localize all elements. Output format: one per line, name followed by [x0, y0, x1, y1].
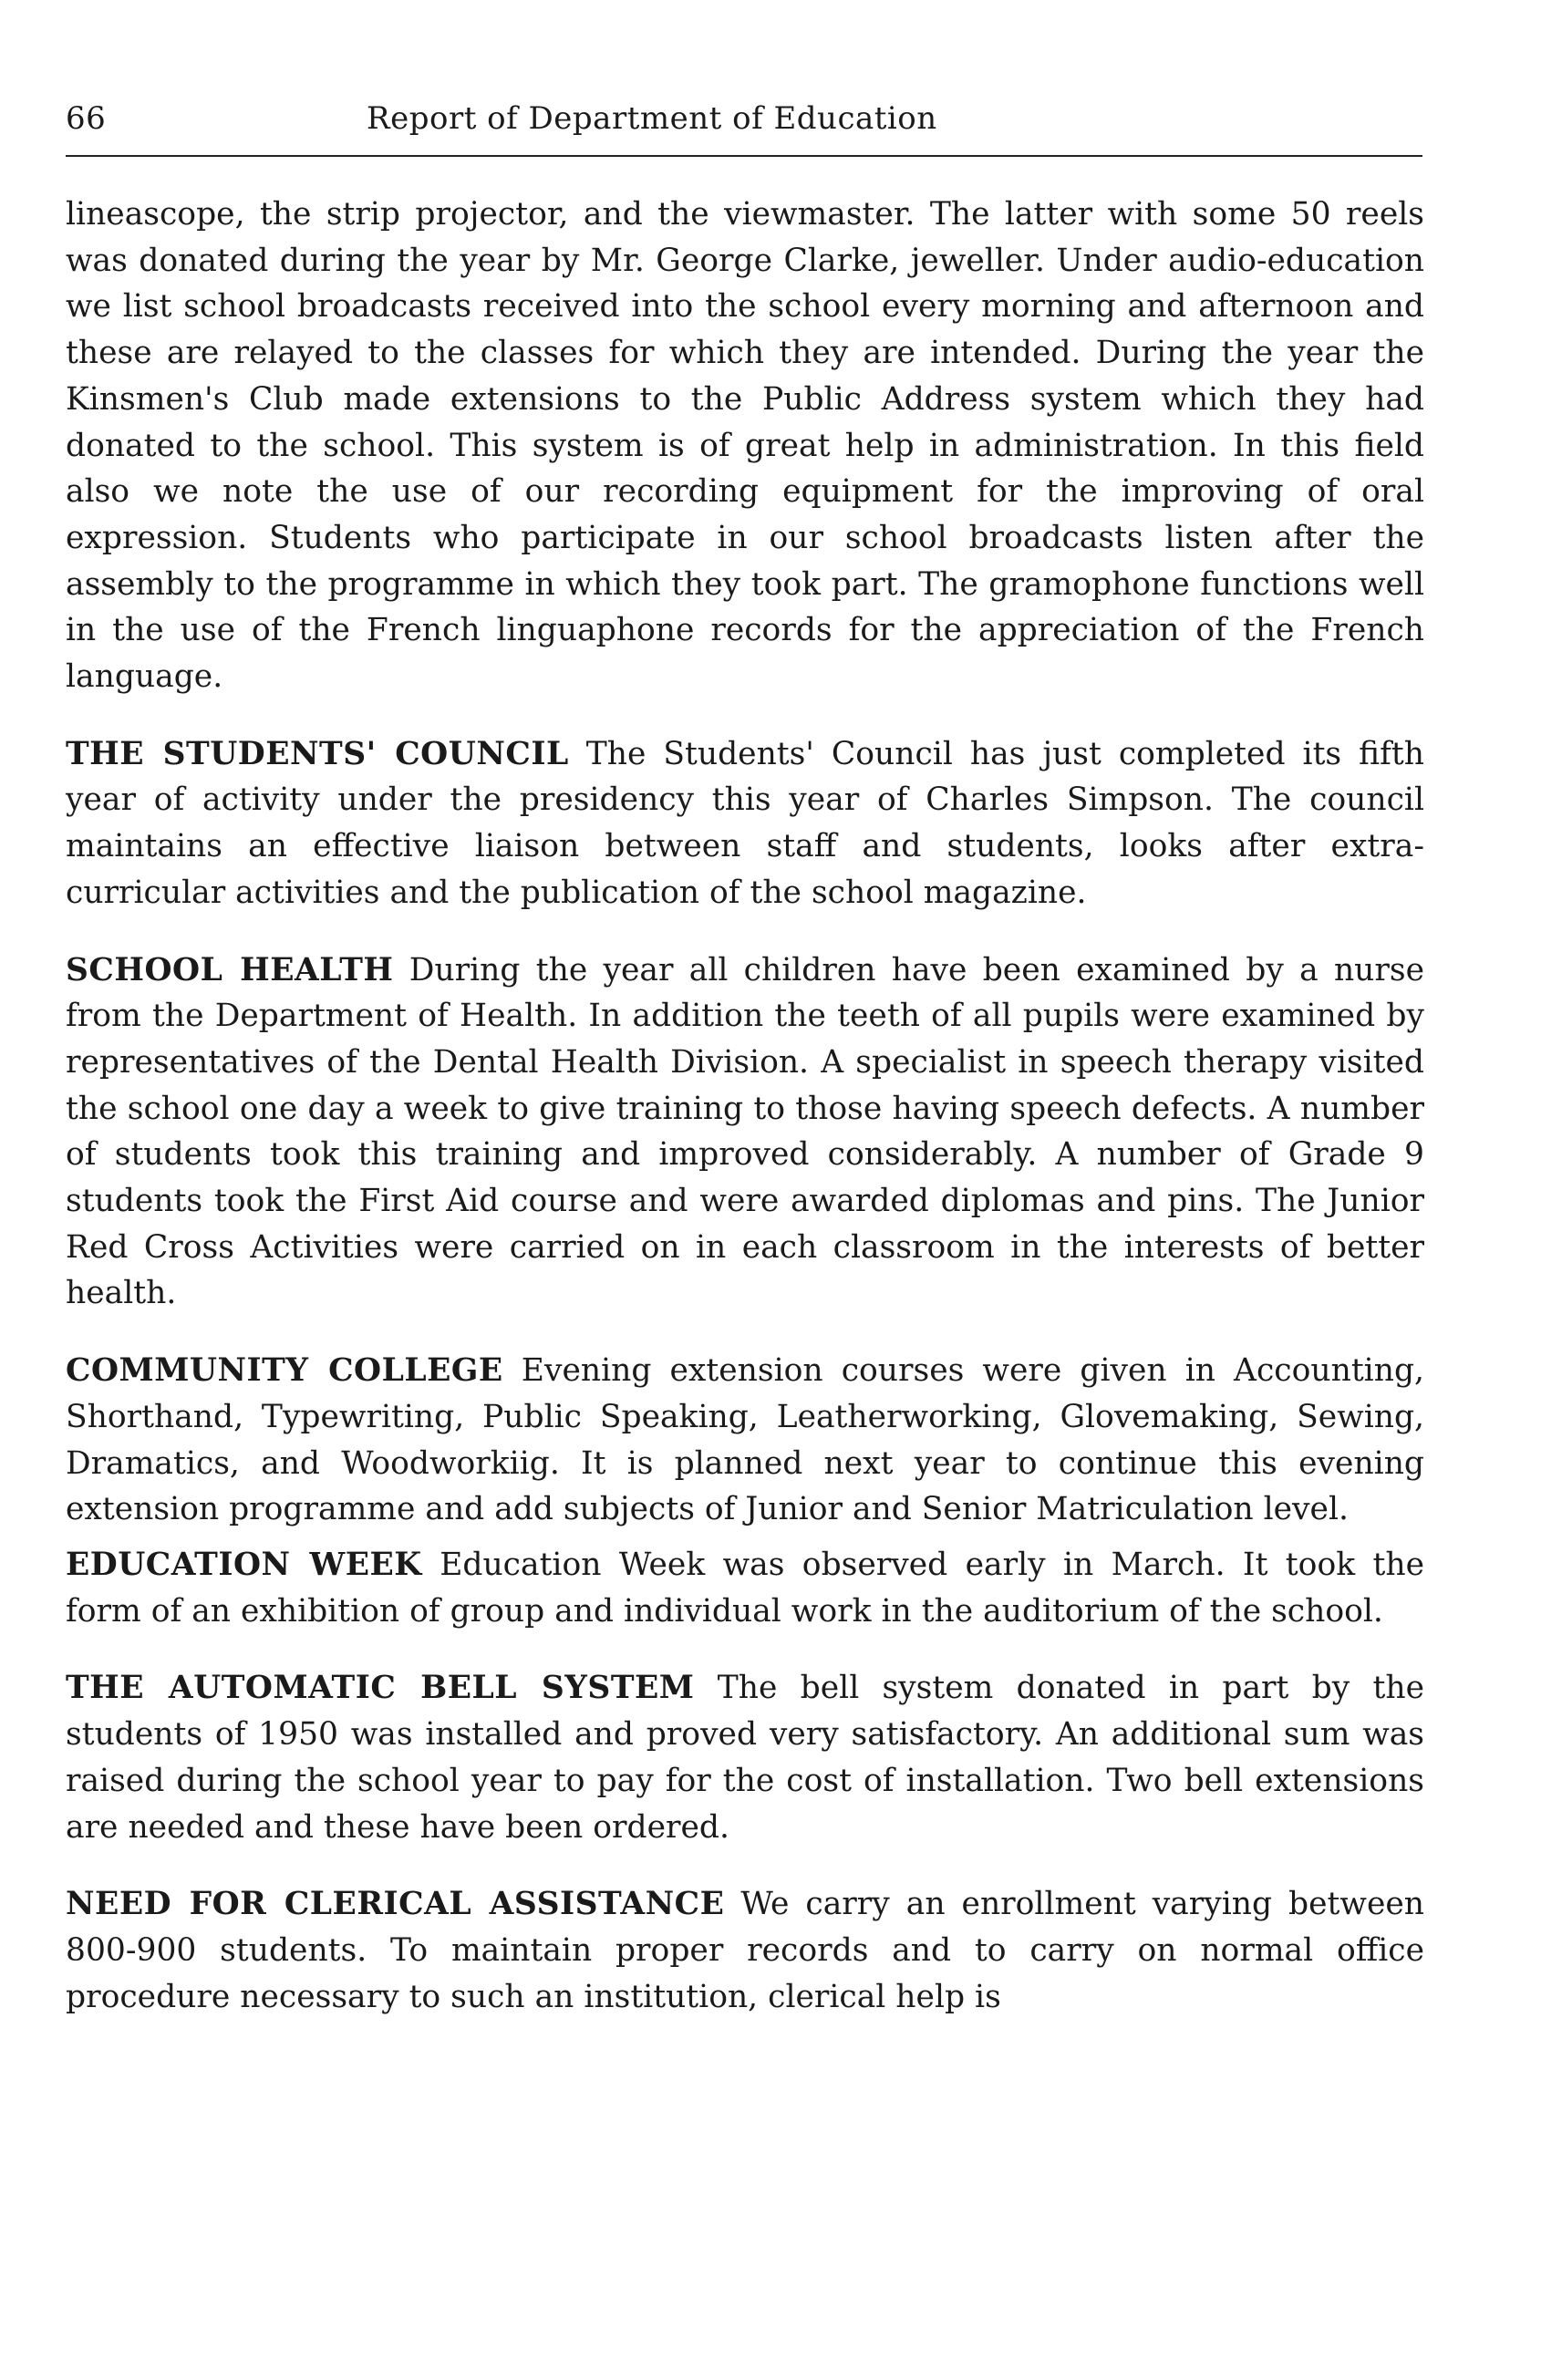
paragraph-body: The Students' Council has just completed its fifth year of activity under the presidency this year of Charles Simpson. The council maintains an effective liaison between staff and students, looks after extra-curricular activities and the publication of the school magazine.: [66, 735, 1424, 911]
section-heading: SCHOOL HEALTH: [66, 951, 394, 988]
section-heading: COMMUNITY COLLEGE: [66, 1352, 503, 1390]
section-heading: NEED FOR CLERICAL ASSISTANCE: [66, 1886, 725, 1923]
paragraph-education-week: [66, 1542, 1424, 1634]
paragraph-audio-visual: [66, 191, 1424, 700]
page-header: [66, 100, 1424, 137]
page-number: 66: [66, 100, 107, 137]
paragraph-students-council: [66, 731, 1424, 916]
paragraph-community-college: [66, 1348, 1424, 1533]
paragraph-body: Education Week was observed early in March. It took the form of an exhibition of group and individual work in the auditorium of the school.: [66, 1546, 1425, 1630]
paragraph-body: We carry an enrollment varying between 800-900 students. To maintain proper records and to carry on normal office procedure necessary to such an institution, clerical help is: [66, 1886, 1425, 2015]
body-text: [66, 191, 1424, 2020]
running-title: Report of Department of Education: [367, 100, 937, 137]
paragraph-school-health: [66, 947, 1424, 1318]
section-heading: THE AUTOMATIC BELL SYSTEM: [66, 1670, 695, 1707]
paragraph-body: During the year all children have been examined by a nurse from the Department of Health. In addition the teeth of all pupils were examined by representatives of the Dental Health Division. A specialist in speech therapy visited the school one day a week to give training to those having speech defects. A number of students took this training and improved considerably. A number of Grade 9 students took the First Aid course and were awarded diplomas and pins. The Junior Red Cross Activities were carried on in each classroom in the interests of better health.: [66, 951, 1424, 1312]
paragraph-body: The bell system donated in part by the students of 1950 was installed and proved very satisfactory. An additional sum was raised during the school year to pay for the cost of installation. Two bell extensions are needed and these have been ordered.: [66, 1670, 1425, 1846]
paragraph-body: lineascope, the strip projector, and the viewmaster. The latter with some 50 reels was donated during the year by Mr. George Clarke, jeweller. Under audio-education we list school broadcasts received into the school every morning and afternoon and these are relayed to the classes for which they are intended. During the year the Kinsmen's Club made extensions to the Public Address system which they had donated to the school. This system is of great help in administration. In this field also we note the use of our recording equipment for the improving of oral expression. Students who participate in our school broadcasts listen after the assembly to the programme in which they took part. The gramophone functions well in the use of the French linguaphone records for the appreciation of the French language.: [66, 196, 1424, 696]
section-heading: EDUCATION WEEK: [66, 1546, 422, 1583]
section-heading: THE STUDENTS' COUNCIL: [66, 735, 569, 772]
header-rule: [66, 155, 1422, 157]
document-page: [66, 100, 1424, 2051]
paragraph-bell-system: [66, 1665, 1424, 1850]
paragraph-clerical-assistance: [66, 1881, 1424, 2020]
paragraph-body: Evening extension courses were given in Accounting, Shorthand, Typewriting, Public Speaking, Leatherworking, Glovemaking, Sewing, Dramatics, and Woodworkiig. It is planned next year to continue this evening extension programme and add subjects of Junior and Senior Matriculation level.: [66, 1352, 1424, 1528]
